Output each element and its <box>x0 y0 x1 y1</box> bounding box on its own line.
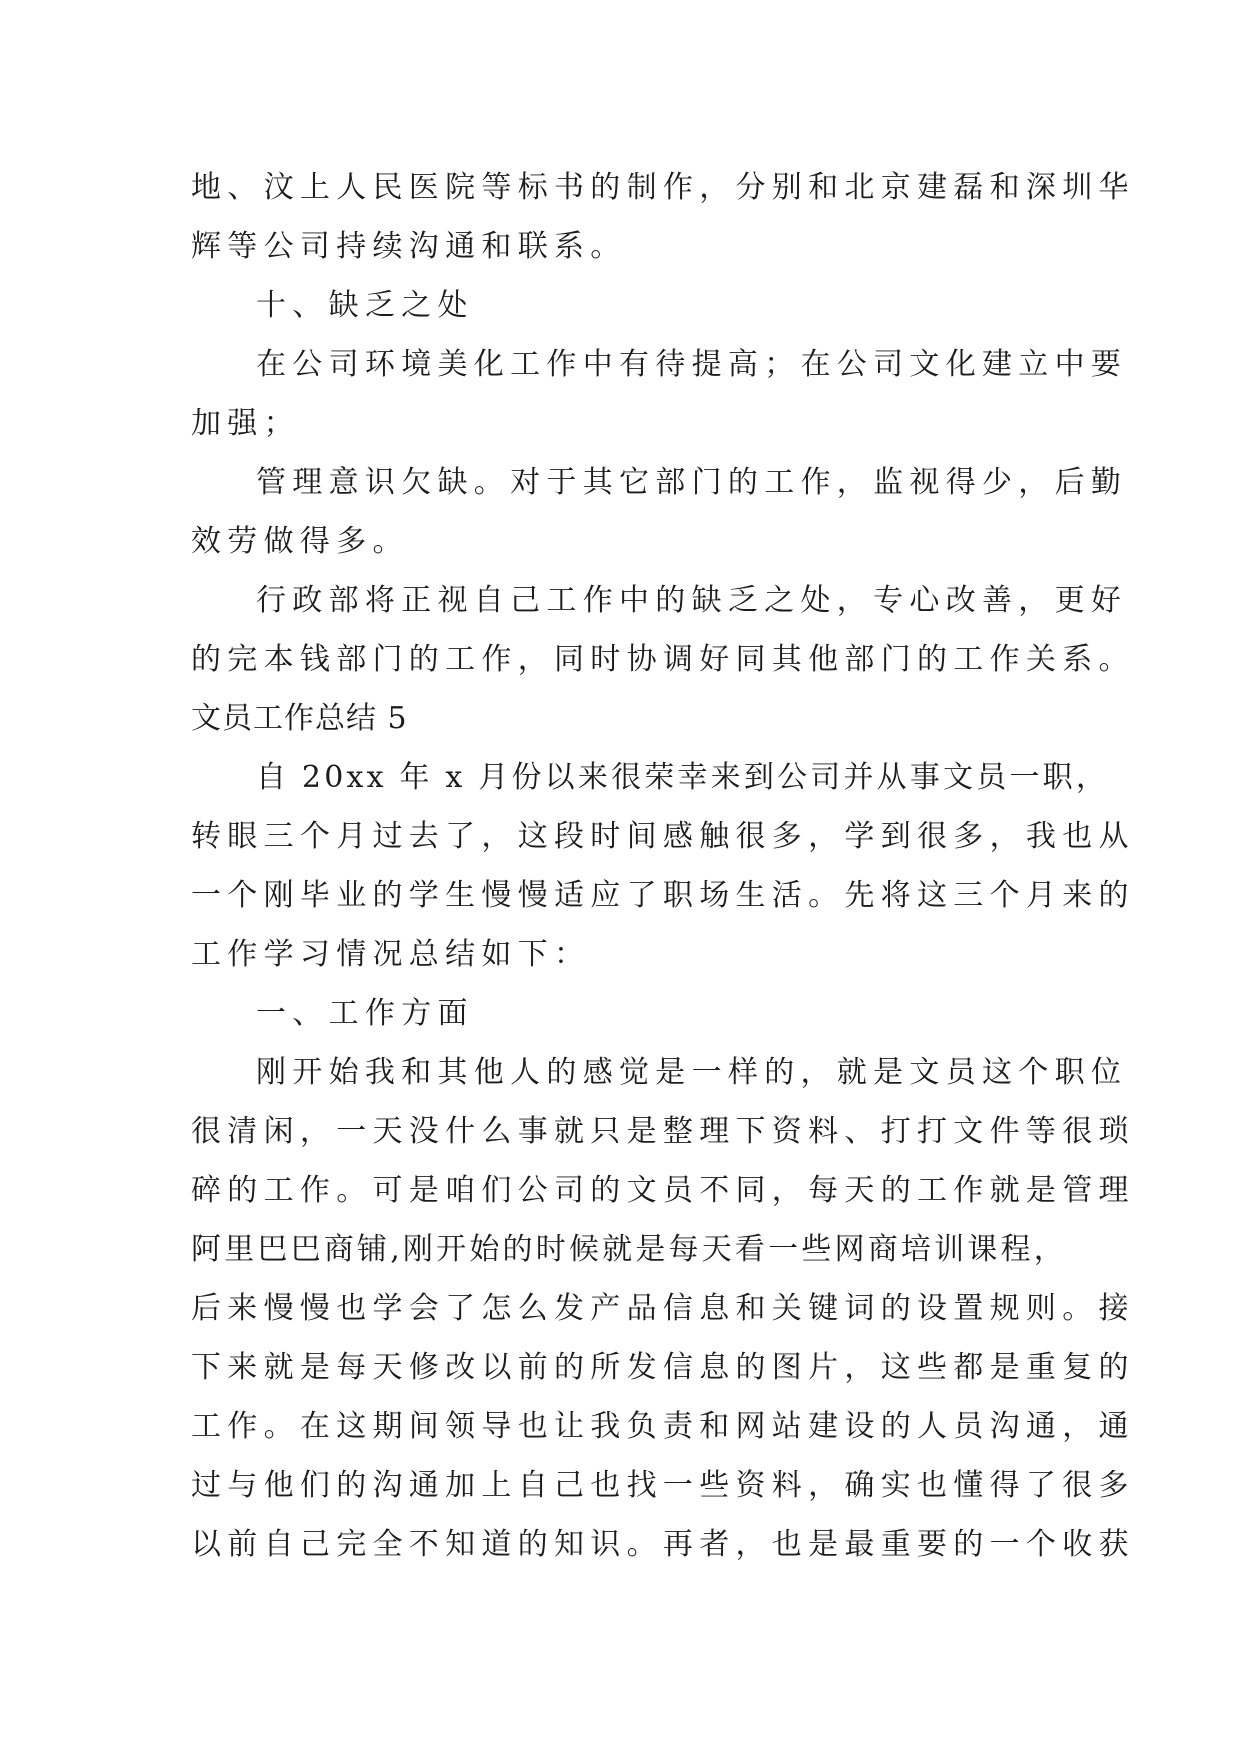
paragraph-line: 刚开始我和其他人的感觉是一样的，就是文员这个职位 <box>256 1055 1128 1090</box>
paragraph-line: 行政部将正视自己工作中的缺乏之处，专心改善，更好 <box>256 583 1128 618</box>
paragraph-line: 一个刚毕业的学生慢慢适应了职场生活。先将这三个月来的 <box>191 878 1135 913</box>
paragraph-line: 阿里巴巴商铺,刚开始的时候就是每天看一些网商培训课程， <box>191 1232 1067 1267</box>
document-body <box>191 158 1135 1574</box>
paragraph-line: 效劳做得多。 <box>191 524 409 559</box>
paragraph-line: 碎的工作。可是咱们公司的文员不同，每天的工作就是管理 <box>191 1173 1135 1208</box>
paragraph-line: 自 20xx 年 x 月份以来很荣幸来到公司并从事文员一职， <box>256 760 1110 795</box>
paragraph-line: 很清闲，一天没什么事就只是整理下资料、打打文件等很琐 <box>191 1114 1135 1149</box>
paragraph-line: 加强； <box>191 406 300 441</box>
document-title: 文员工作总结 5 <box>191 701 408 736</box>
section-heading: 一、工作方面 <box>256 996 474 1031</box>
paragraph-line: 以前自己完全不知道的知识。再者，也是最重要的一个收获 <box>191 1527 1135 1562</box>
paragraph-line: 下来就是每天修改以前的所发信息的图片，这些都是重复的 <box>191 1350 1135 1385</box>
paragraph-line: 管理意识欠缺。对于其它部门的工作，监视得少，后勤 <box>256 465 1128 500</box>
paragraph-line: 后来慢慢也学会了怎么发产品信息和关键词的设置规则。接 <box>191 1291 1135 1326</box>
paragraph-line: 的完本钱部门的工作，同时协调好同其他部门的工作关系。 <box>191 642 1135 677</box>
paragraph-line: 在公司环境美化工作中有待提高；在公司文化建立中要 <box>256 347 1128 382</box>
section-heading: 十、缺乏之处 <box>256 288 474 323</box>
paragraph-line: 辉等公司持续沟通和联系。 <box>191 229 627 264</box>
paragraph-line: 地、汶上人民医院等标书的制作，分别和北京建磊和深圳华 <box>191 170 1135 205</box>
paragraph-line: 过与他们的沟通加上自己也找一些资料，确实也懂得了很多 <box>191 1468 1135 1503</box>
paragraph-line: 工作。在这期间领导也让我负责和网站建设的人员沟通，通 <box>191 1409 1135 1444</box>
paragraph-line: 工作学习情况总结如下： <box>191 937 591 972</box>
paragraph-line: 转眼三个月过去了，这段时间感触很多，学到很多，我也从 <box>191 819 1135 854</box>
